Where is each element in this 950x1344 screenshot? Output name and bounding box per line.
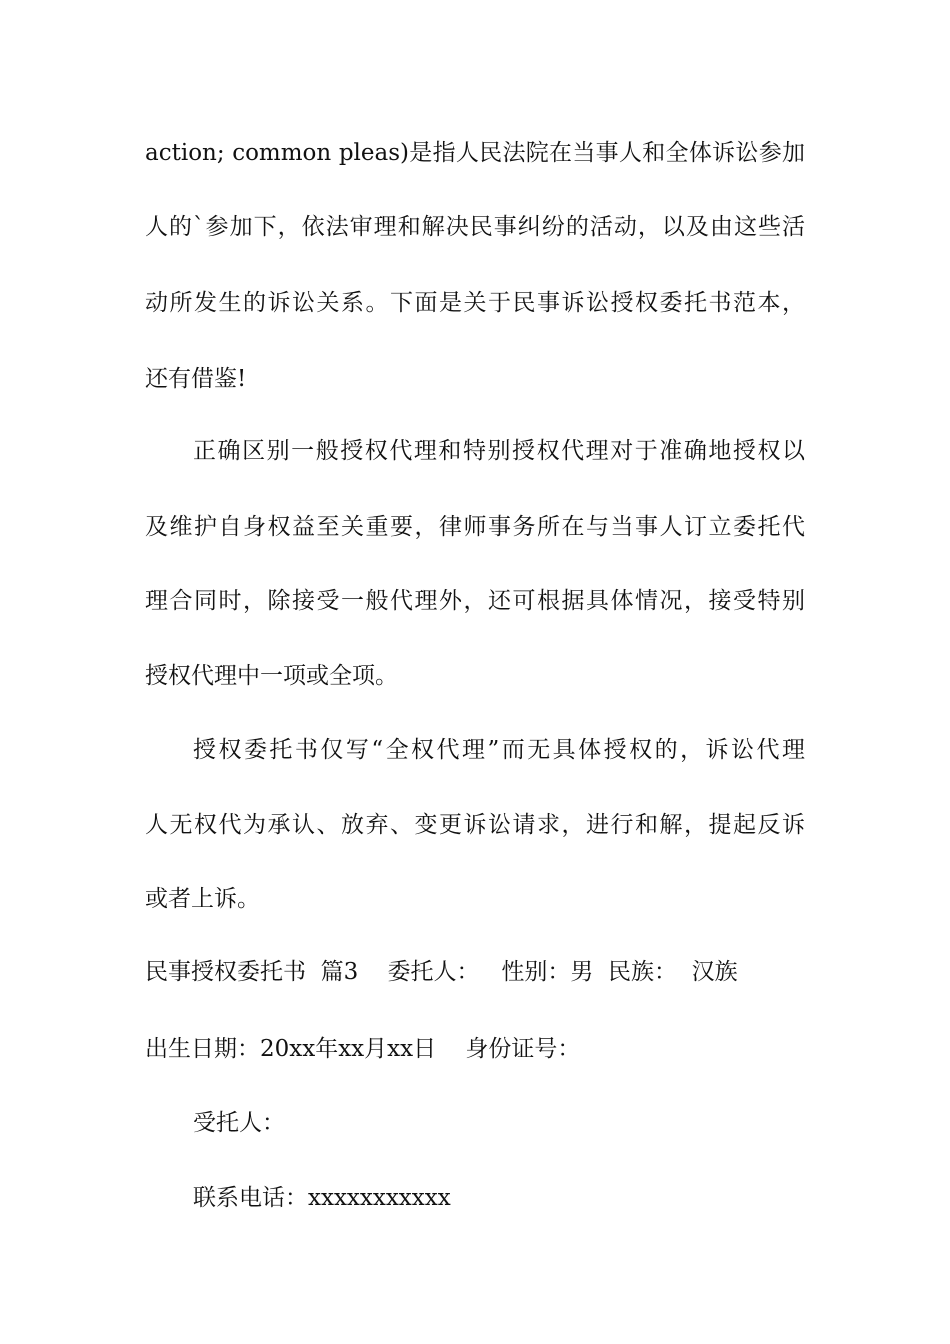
paragraph-2-line-4: 授权代理中一项或全项。 bbox=[145, 663, 398, 689]
form-phone-line: 联系电话：xxxxxxxxxxx bbox=[193, 1185, 451, 1211]
paragraph-3-line-1: 授权委托书仅写“全权代理”而无具体授权的，诉讼代理 bbox=[193, 737, 805, 763]
paragraph-3-line-2: 人无权代为承认、放弃、变更诉讼请求，进行和解，提起反诉 bbox=[145, 812, 805, 838]
paragraph-2-line-1: 正确区别一般授权代理和特别授权代理对于准确地授权以 bbox=[193, 438, 805, 464]
paragraph-1-line-1: action; common pleas)是指人民法院在当事人和全体诉讼参加 bbox=[145, 140, 805, 166]
paragraph-1-line-3: 动所发生的诉讼关系。下面是关于民事诉讼授权委托书范本， bbox=[145, 290, 805, 316]
paragraph-1-line-4: 还有借鉴! bbox=[145, 366, 247, 392]
paragraph-2-line-3: 理合同时，除接受一般代理外，还可根据具体情况，接受特别 bbox=[145, 588, 805, 614]
form-header-line: 民事授权委托书 篇3 委托人： 性别：男 民族： 汉族 bbox=[145, 959, 738, 985]
form-birth-line: 出生日期：20xx年xx月xx日 身份证号： bbox=[145, 1036, 581, 1062]
paragraph-1-line-2: 人的`参加下，依法审理和解决民事纠纷的活动，以及由这些活 bbox=[145, 214, 805, 240]
form-trustee-label: 受托人： bbox=[193, 1110, 285, 1136]
paragraph-2-line-2: 及维护自身权益至关重要，律师事务所在与当事人订立委托代 bbox=[145, 514, 805, 540]
paragraph-3-line-3: 或者上诉。 bbox=[145, 886, 260, 912]
